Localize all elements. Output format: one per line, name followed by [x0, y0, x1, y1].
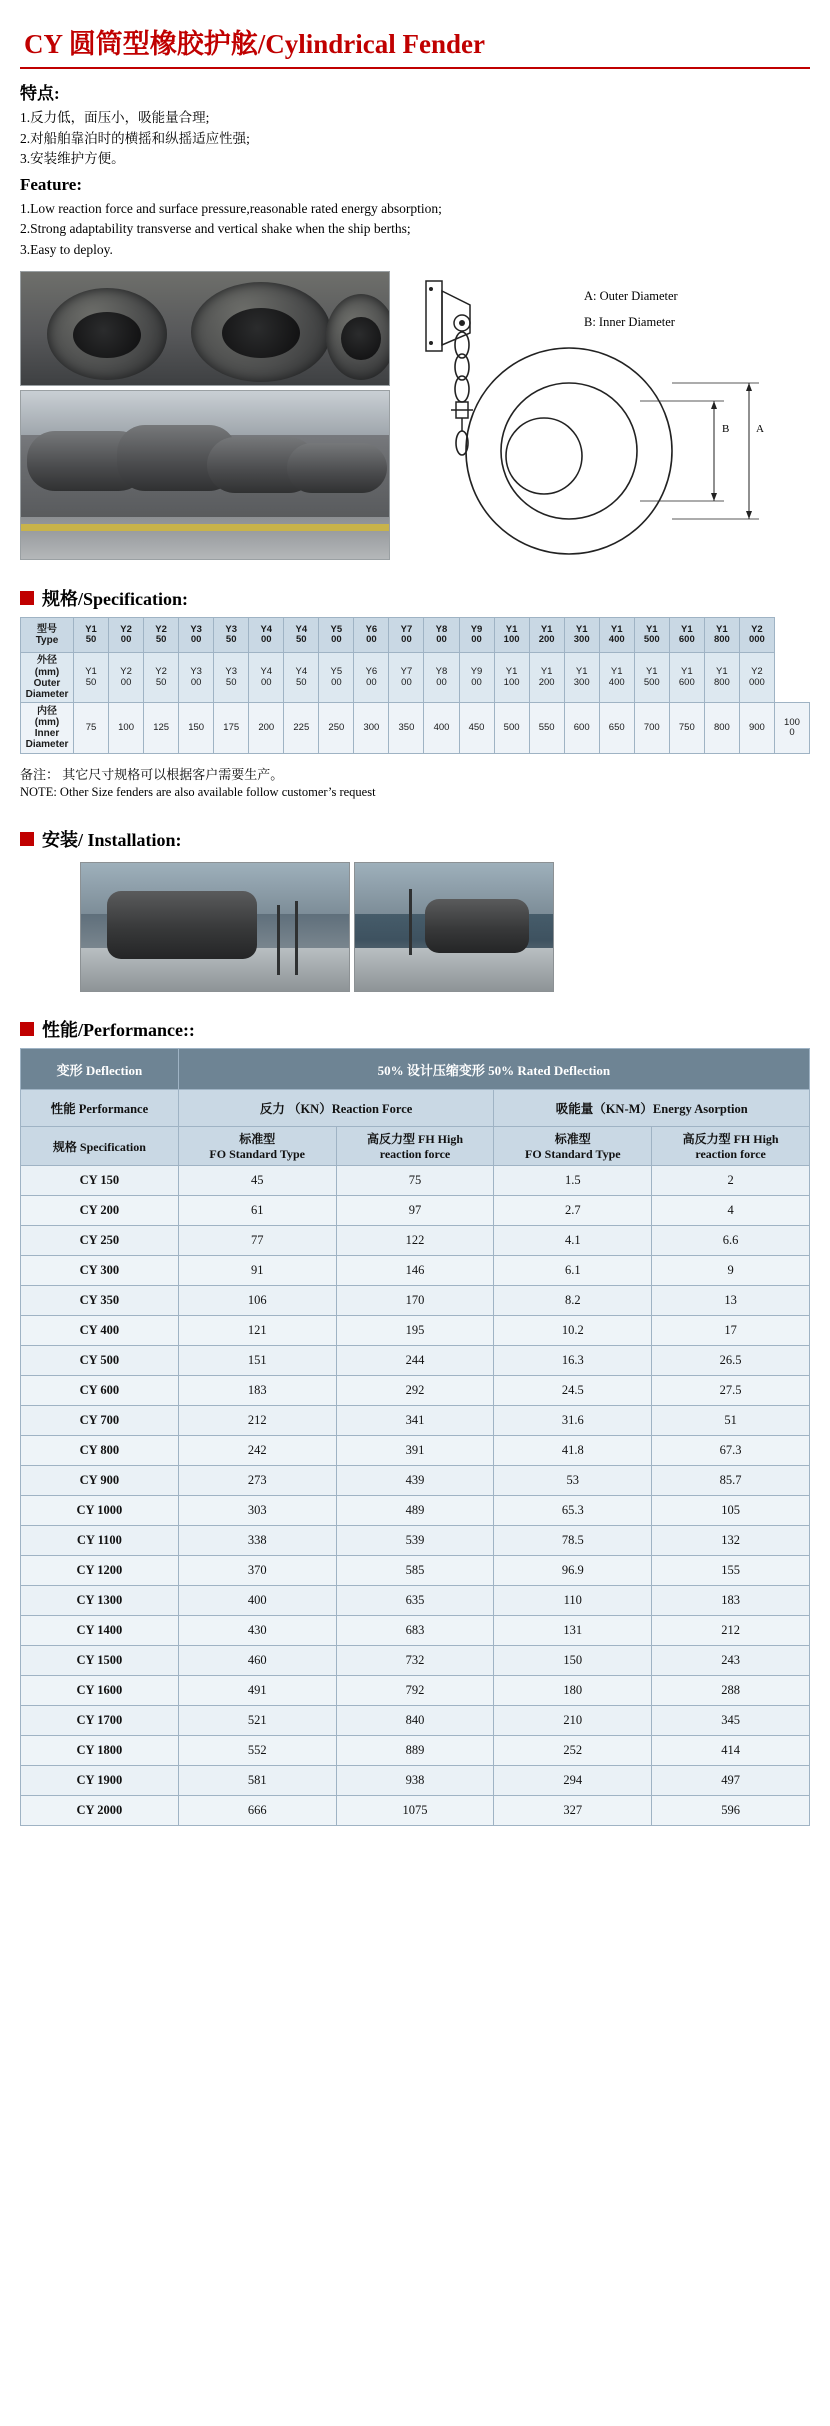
- perf-value-cell: 75: [336, 1166, 494, 1196]
- perf-value-cell: 121: [178, 1316, 336, 1346]
- col-high-reaction-line1: 高反力型 FH High: [366, 1132, 463, 1147]
- perf-value-cell: 460: [178, 1646, 336, 1676]
- perf-value-cell: 666: [178, 1796, 336, 1826]
- perf-value-cell: 10.2: [494, 1316, 652, 1346]
- perf-value-cell: 242: [178, 1436, 336, 1466]
- specification-label: 规格 Specification: [21, 1127, 179, 1166]
- perf-value-cell: 345: [652, 1706, 810, 1736]
- perf-value-cell: 294: [494, 1766, 652, 1796]
- perf-spec-cell: CY 1900: [21, 1766, 179, 1796]
- perf-value-cell: 53: [494, 1466, 652, 1496]
- spec-inner-cell: 175: [214, 703, 249, 754]
- perf-value-cell: 132: [652, 1526, 810, 1556]
- perf-value-cell: 16.3: [494, 1346, 652, 1376]
- perf-value-cell: 341: [336, 1406, 494, 1436]
- spec-inner-cell: 225: [284, 703, 319, 754]
- perf-value-cell: 491: [178, 1676, 336, 1706]
- spec-type-cell: Y1 400: [599, 618, 634, 653]
- table-row: [21, 1436, 810, 1466]
- note-cn: 备注： 其它尺寸规格可以根据客户需要生产。: [20, 767, 284, 783]
- spec-outer-cell: Y3 50: [214, 653, 249, 703]
- perf-value-cell: 2.7: [494, 1196, 652, 1226]
- perf-value-cell: 170: [336, 1286, 494, 1316]
- col-high-reaction: [336, 1127, 494, 1166]
- perf-value-cell: 210: [494, 1706, 652, 1736]
- table-row: [21, 1196, 810, 1226]
- perf-spec-cell: CY 1200: [21, 1556, 179, 1586]
- spec-type-cell: Y3 00: [179, 618, 214, 653]
- perf-spec-cell: CY 1100: [21, 1526, 179, 1556]
- col-high-energy-line2: reaction force: [695, 1147, 766, 1162]
- spec-outer-cell: Y2 50: [144, 653, 179, 703]
- table-row: [21, 1646, 810, 1676]
- perf-value-cell: 151: [178, 1346, 336, 1376]
- spec-inner-cell: 350: [389, 703, 424, 754]
- spec-type-cell: Y9 00: [459, 618, 494, 653]
- perf-value-cell: 288: [652, 1676, 810, 1706]
- spec-inner-cell: 900: [739, 703, 774, 754]
- spec-type-cell: Y4 50: [284, 618, 319, 653]
- table-row: [21, 1226, 810, 1256]
- media-row: [20, 271, 810, 571]
- perf-value-cell: 840: [336, 1706, 494, 1736]
- note-en: NOTE: Other Size fenders are also available follow customer’s request: [20, 785, 376, 800]
- perf-value-cell: 195: [336, 1316, 494, 1346]
- perf-value-cell: 539: [336, 1526, 494, 1556]
- spec-type-cell: Y5 00: [319, 618, 354, 653]
- perf-value-cell: 97: [336, 1196, 494, 1226]
- spec-outer-cell: Y1 100: [494, 653, 529, 703]
- red-square-bullet-icon: [20, 832, 34, 846]
- inner-diameter-legend: B: Inner Diameter: [584, 315, 675, 330]
- perf-spec-cell: CY 900: [21, 1466, 179, 1496]
- perf-value-cell: 212: [652, 1616, 810, 1646]
- spec-inner-cell: 250: [319, 703, 354, 754]
- features-en-heading: Feature:: [20, 174, 82, 194]
- perf-value-cell: 31.6: [494, 1406, 652, 1436]
- installation-photo-left: [80, 862, 350, 992]
- spec-inner-cell: 600: [564, 703, 599, 754]
- red-square-bullet-icon: [20, 591, 34, 605]
- perf-value-cell: 430: [178, 1616, 336, 1646]
- table-row: [21, 1496, 810, 1526]
- spec-outer-cell: Y4 00: [249, 653, 284, 703]
- perf-value-cell: 2: [652, 1166, 810, 1196]
- table-row: [21, 1556, 810, 1586]
- perf-spec-cell: CY 500: [21, 1346, 179, 1376]
- perf-spec-cell: CY 600: [21, 1376, 179, 1406]
- perf-value-cell: 78.5: [494, 1526, 652, 1556]
- performance-header-groups: [21, 1090, 810, 1127]
- spec-type-cell: Y1 100: [494, 618, 529, 653]
- perf-value-cell: 6.1: [494, 1256, 652, 1286]
- table-row: [21, 1706, 810, 1736]
- spec-outer-cell: Y3 00: [179, 653, 214, 703]
- perf-value-cell: 183: [652, 1586, 810, 1616]
- perf-spec-cell: CY 800: [21, 1436, 179, 1466]
- spec-row-inner-diameter: [21, 703, 810, 754]
- spec-type-cell: Y1 800: [704, 618, 739, 653]
- perf-value-cell: 6.6: [652, 1226, 810, 1256]
- features-en-item: 1.Low reaction force and surface pressure,reasonable rated energy absorption;: [20, 200, 442, 216]
- table-row: [21, 1316, 810, 1346]
- fender-section-diagram: [404, 271, 830, 571]
- perf-spec-cell: CY 150: [21, 1166, 179, 1196]
- perf-value-cell: 552: [178, 1736, 336, 1766]
- performance-header-deflection: [21, 1049, 810, 1090]
- spec-inner-cell: 500: [494, 703, 529, 754]
- product-photos: [20, 271, 390, 560]
- col-standard-reaction: [178, 1127, 336, 1166]
- perf-spec-cell: CY 1500: [21, 1646, 179, 1676]
- table-row: [21, 1526, 810, 1556]
- perf-value-cell: 110: [494, 1586, 652, 1616]
- perf-value-cell: 4.1: [494, 1226, 652, 1256]
- spec-type-cell: Y1 300: [564, 618, 599, 653]
- product-photo-warehouse: [20, 390, 390, 560]
- spec-type-cell: Y4 00: [249, 618, 284, 653]
- perf-spec-cell: CY 400: [21, 1316, 179, 1346]
- table-row: [21, 1376, 810, 1406]
- table-row: [21, 1736, 810, 1766]
- col-standard-energy: [494, 1127, 652, 1166]
- specification-heading-label: 规格/Specification:: [42, 589, 188, 610]
- perf-value-cell: 439: [336, 1466, 494, 1496]
- spec-outer-cell: Y1 300: [564, 653, 599, 703]
- installation-photos: [80, 862, 560, 992]
- features-cn-heading: 特点:: [20, 84, 60, 103]
- spec-outer-cell: Y5 00: [319, 653, 354, 703]
- performance-heading: [20, 1016, 810, 1042]
- perf-value-cell: 1.5: [494, 1166, 652, 1196]
- spec-outer-cell: Y2 00: [109, 653, 144, 703]
- spec-type-cell: Y1 50: [74, 618, 109, 653]
- spec-row-type: [21, 618, 810, 653]
- perf-value-cell: 391: [336, 1436, 494, 1466]
- table-row: [21, 1466, 810, 1496]
- perf-value-cell: 24.5: [494, 1376, 652, 1406]
- spec-outer-cell: Y1 600: [669, 653, 704, 703]
- perf-value-cell: 27.5: [652, 1376, 810, 1406]
- features-cn-item: 3.安装维护方便。: [20, 151, 125, 167]
- deflection-value: 50% 设计压缩变形 50% Rated Deflection: [178, 1049, 809, 1090]
- perf-value-cell: 327: [494, 1796, 652, 1826]
- table-row: [21, 1286, 810, 1316]
- perf-value-cell: 150: [494, 1646, 652, 1676]
- performance-table: [20, 1048, 810, 1826]
- performance-heading-label: 性能/Performance::: [42, 1020, 195, 1041]
- perf-spec-cell: CY 1000: [21, 1496, 179, 1526]
- perf-value-cell: 244: [336, 1346, 494, 1376]
- perf-value-cell: 596: [652, 1796, 810, 1826]
- perf-value-cell: 85.7: [652, 1466, 810, 1496]
- spec-type-cell: Y8 00: [424, 618, 459, 653]
- perf-value-cell: 26.5: [652, 1346, 810, 1376]
- table-row: [21, 1766, 810, 1796]
- perf-value-cell: 1075: [336, 1796, 494, 1826]
- title-divider: [20, 67, 810, 69]
- perf-value-cell: 8.2: [494, 1286, 652, 1316]
- performance-header-subcols: [21, 1127, 810, 1166]
- perf-value-cell: 489: [336, 1496, 494, 1526]
- perf-value-cell: 243: [652, 1646, 810, 1676]
- perf-value-cell: 96.9: [494, 1556, 652, 1586]
- perf-value-cell: 938: [336, 1766, 494, 1796]
- table-row: [21, 1796, 810, 1826]
- spec-inner-cell: 75: [74, 703, 109, 754]
- spec-type-cell: Y1 600: [669, 618, 704, 653]
- perf-value-cell: 122: [336, 1226, 494, 1256]
- perf-spec-cell: CY 700: [21, 1406, 179, 1436]
- spec-inner-cell: 150: [179, 703, 214, 754]
- spec-type-cell: Y7 00: [389, 618, 424, 653]
- red-square-bullet-icon: [20, 1022, 34, 1036]
- spec-row-outer-diameter: [21, 653, 810, 703]
- perf-spec-cell: CY 1800: [21, 1736, 179, 1766]
- perf-value-cell: 303: [178, 1496, 336, 1526]
- spec-inner-cell: 100 0: [774, 703, 809, 754]
- spec-outer-cell: Y1 50: [74, 653, 109, 703]
- perf-spec-cell: CY 1700: [21, 1706, 179, 1736]
- col-standard-reaction-line2: FO Standard Type: [209, 1147, 305, 1162]
- spec-inner-cell: 650: [599, 703, 634, 754]
- fender-cylinder: [47, 288, 167, 380]
- perf-spec-cell: CY 200: [21, 1196, 179, 1226]
- perf-spec-cell: CY 1400: [21, 1616, 179, 1646]
- fender-cylinder: [191, 282, 331, 382]
- perf-value-cell: 106: [178, 1286, 336, 1316]
- spec-inner-cell: 125: [144, 703, 179, 754]
- perf-value-cell: 521: [178, 1706, 336, 1736]
- perf-value-cell: 45: [178, 1166, 336, 1196]
- spec-outer-cell: Y1 500: [634, 653, 669, 703]
- perf-value-cell: 414: [652, 1736, 810, 1766]
- perf-value-cell: 67.3: [652, 1436, 810, 1466]
- outer-diameter-legend: A: Outer Diameter: [584, 289, 678, 304]
- perf-value-cell: 585: [336, 1556, 494, 1586]
- perf-spec-cell: CY 300: [21, 1256, 179, 1286]
- spec-inner-cell: 300: [354, 703, 389, 754]
- perf-value-cell: 792: [336, 1676, 494, 1706]
- spec-outer-cell: Y6 00: [354, 653, 389, 703]
- specification-heading: [20, 585, 810, 611]
- spec-type-cell: Y2 00: [109, 618, 144, 653]
- spec-rowhead-outer: 外径 (mm) Outer Diameter: [21, 653, 74, 703]
- spec-type-cell: Y2 50: [144, 618, 179, 653]
- spec-rowhead-type: 型号 Type: [21, 618, 74, 653]
- spec-type-cell: Y1 200: [529, 618, 564, 653]
- col-high-energy: [652, 1127, 810, 1166]
- perf-value-cell: 497: [652, 1766, 810, 1796]
- perf-value-cell: 292: [336, 1376, 494, 1406]
- perf-spec-cell: CY 2000: [21, 1796, 179, 1826]
- perf-value-cell: 61: [178, 1196, 336, 1226]
- reaction-force-group: 反力 （KN）Reaction Force: [178, 1090, 494, 1127]
- spec-inner-cell: 450: [459, 703, 494, 754]
- perf-value-cell: 889: [336, 1736, 494, 1766]
- installation-heading-label: 安装/ Installation:: [42, 830, 182, 851]
- table-row: [21, 1616, 810, 1646]
- table-row: [21, 1586, 810, 1616]
- perf-value-cell: 13: [652, 1286, 810, 1316]
- perf-value-cell: 338: [178, 1526, 336, 1556]
- perf-value-cell: 635: [336, 1586, 494, 1616]
- installation-photo-right: [354, 862, 554, 992]
- col-standard-reaction-line1: 标准型: [239, 1132, 276, 1147]
- spec-type-cell: Y1 500: [634, 618, 669, 653]
- spec-inner-cell: 550: [529, 703, 564, 754]
- fender-cylinder: [326, 294, 390, 380]
- spec-inner-cell: 800: [704, 703, 739, 754]
- page-title: CY 圆筒型橡胶护舷/Cylindrical Fender: [24, 29, 485, 59]
- spec-type-cell: Y2 000: [739, 618, 774, 653]
- perf-value-cell: 41.8: [494, 1436, 652, 1466]
- perf-value-cell: 155: [652, 1556, 810, 1586]
- table-row: [21, 1166, 810, 1196]
- perf-value-cell: 252: [494, 1736, 652, 1766]
- table-row: [21, 1676, 810, 1706]
- spec-outer-cell: Y1 200: [529, 653, 564, 703]
- perf-spec-cell: CY 250: [21, 1226, 179, 1256]
- spec-type-cell: Y3 50: [214, 618, 249, 653]
- spec-inner-cell: 100: [109, 703, 144, 754]
- perf-value-cell: 212: [178, 1406, 336, 1436]
- perf-value-cell: 51: [652, 1406, 810, 1436]
- spec-outer-cell: Y2 000: [739, 653, 774, 703]
- spec-outer-cell: Y9 00: [459, 653, 494, 703]
- perf-value-cell: 105: [652, 1496, 810, 1526]
- features-cn-item: 1.反力低，面压小，吸能量合理;: [20, 110, 210, 125]
- col-standard-energy-line2: FO Standard Type: [525, 1147, 621, 1162]
- spec-inner-cell: 400: [424, 703, 459, 754]
- perf-spec-cell: CY 350: [21, 1286, 179, 1316]
- deflection-label: 变形 Deflection: [21, 1049, 179, 1090]
- spec-outer-cell: Y4 50: [284, 653, 319, 703]
- spec-outer-cell: Y8 00: [424, 653, 459, 703]
- energy-absorption-group: 吸能量（KN-M）Energy Asorption: [494, 1090, 810, 1127]
- specification-table: [20, 617, 810, 754]
- spec-inner-cell: 750: [669, 703, 704, 754]
- col-standard-energy-line1: 标准型: [554, 1132, 591, 1147]
- performance-label: 性能 Performance: [21, 1090, 179, 1127]
- features-en-item: 2.Strong adaptability transverse and vertical shake when the ship berths;: [20, 221, 411, 237]
- spec-rowhead-inner: 内径 (mm) Inner Diameter: [21, 703, 74, 754]
- features-cn-item: 2.对船舶靠泊时的横摇和纵摇适应性强;: [20, 130, 250, 146]
- spec-inner-cell: 200: [249, 703, 284, 754]
- col-high-reaction-line2: reaction force: [379, 1147, 451, 1162]
- perf-value-cell: 581: [178, 1766, 336, 1796]
- perf-spec-cell: CY 1600: [21, 1676, 179, 1706]
- spec-outer-cell: Y7 00: [389, 653, 424, 703]
- spec-type-cell: Y6 00: [354, 618, 389, 653]
- perf-value-cell: 17: [652, 1316, 810, 1346]
- table-row: [21, 1346, 810, 1376]
- perf-value-cell: 131: [494, 1616, 652, 1646]
- spec-outer-cell: Y1 800: [704, 653, 739, 703]
- perf-value-cell: 273: [178, 1466, 336, 1496]
- perf-value-cell: 4: [652, 1196, 810, 1226]
- perf-value-cell: 370: [178, 1556, 336, 1586]
- spec-outer-cell: Y1 400: [599, 653, 634, 703]
- col-high-energy-line1: 高反力型 FH High: [682, 1132, 779, 1147]
- table-row: [21, 1256, 810, 1286]
- table-row: [21, 1406, 810, 1436]
- product-photo-cylinders: [20, 271, 390, 386]
- dimension-a-label: A: [756, 423, 764, 436]
- features-en-item: 3.Easy to deploy.: [20, 241, 113, 257]
- perf-value-cell: 77: [178, 1226, 336, 1256]
- perf-value-cell: 65.3: [494, 1496, 652, 1526]
- perf-value-cell: 683: [336, 1616, 494, 1646]
- dimension-b-label: B: [722, 423, 730, 436]
- perf-spec-cell: CY 1300: [21, 1586, 179, 1616]
- perf-value-cell: 732: [336, 1646, 494, 1676]
- installation-heading: [20, 826, 810, 852]
- perf-value-cell: 91: [178, 1256, 336, 1286]
- perf-value-cell: 9: [652, 1256, 810, 1286]
- perf-value-cell: 180: [494, 1676, 652, 1706]
- perf-value-cell: 183: [178, 1376, 336, 1406]
- perf-value-cell: 400: [178, 1586, 336, 1616]
- perf-value-cell: 146: [336, 1256, 494, 1286]
- spec-inner-cell: 700: [634, 703, 669, 754]
